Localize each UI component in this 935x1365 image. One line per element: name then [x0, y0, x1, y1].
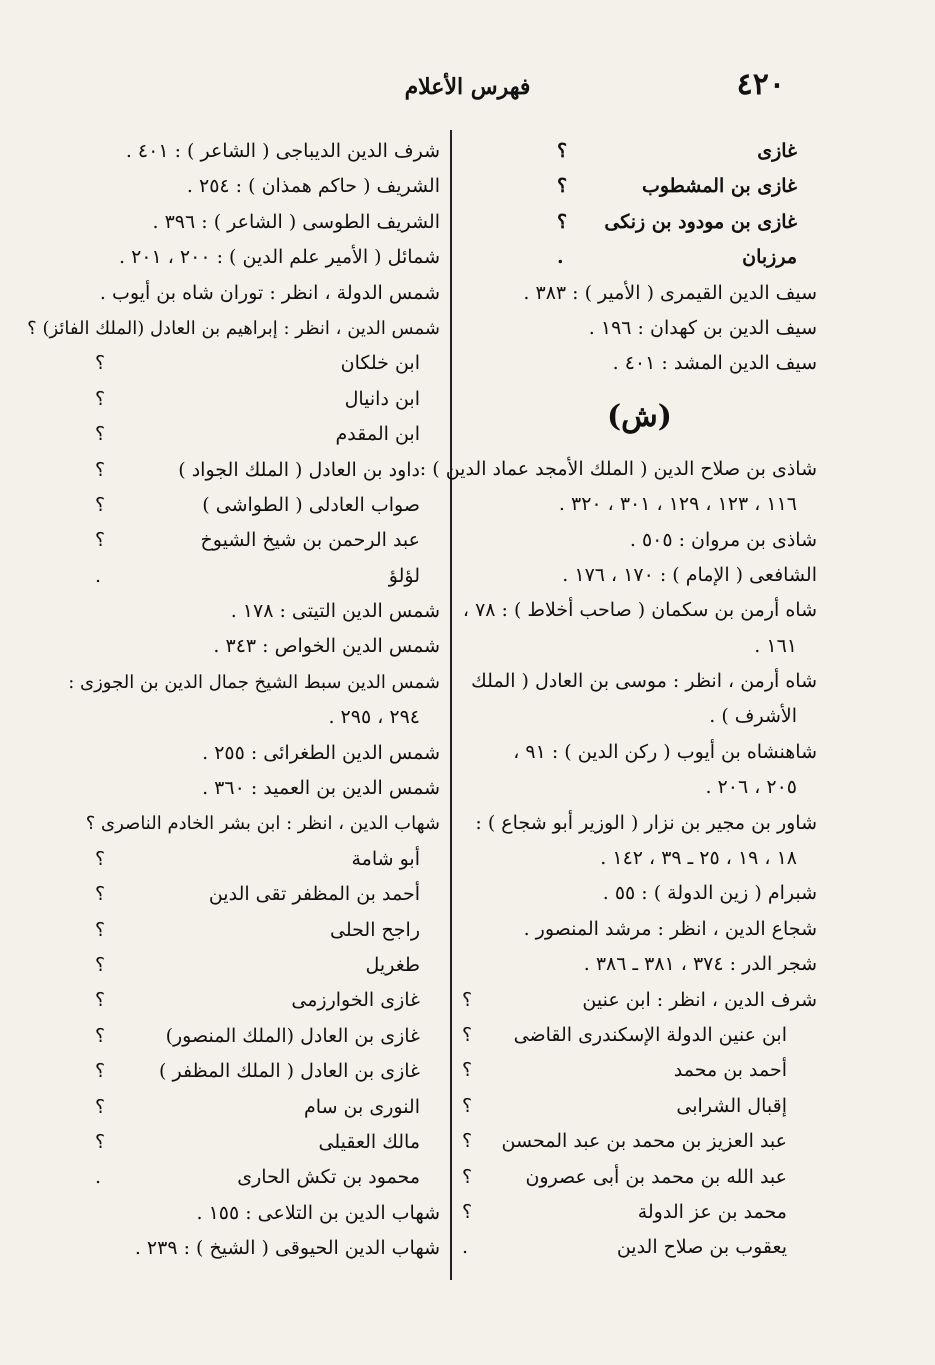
entry-name: غازى بن العادل (الملك المنصور) [165, 1024, 420, 1047]
entry-name: مالك العقيلى [318, 1130, 420, 1153]
index-sub-entry [95, 382, 440, 417]
entry-mark: ؟ [95, 352, 106, 375]
entry-name: طغريل [365, 953, 420, 976]
index-entry: سيف الدين القيمرى ( الأمير ) : ٣٨٣ . [523, 281, 817, 304]
entry-name: ابن عنين الدولة الإسكندرى القاضى [513, 1023, 787, 1046]
entry-mark: ؟ [462, 1094, 473, 1117]
index-sub-entry [462, 1195, 817, 1230]
left-column [27, 134, 440, 1267]
entry-mark: ؟ [95, 1095, 106, 1118]
index-entry: الشريف ( حاكم همذان ) : ٢٥٤ . [186, 175, 440, 198]
index-entry: سيف الدين المشد : ٤٠١ . [612, 352, 817, 375]
entry-name: ابن دانيال [344, 387, 420, 410]
entry-mark: ؟ [95, 883, 106, 906]
entry-mark: ؟ [95, 1060, 106, 1083]
entry-mark: ؟ [462, 1130, 473, 1153]
entry-mark: ؟ [557, 175, 568, 198]
entry-name: النورى بن سام [304, 1095, 420, 1118]
entry-mark: ؟ [95, 953, 106, 976]
entry-mark: . [557, 246, 564, 269]
index-entry: شمس الدين ، انظر : إبراهيم بن العادل (الملك الفائز) ؟ [27, 317, 440, 339]
index-entry-continuation: الأشرف ) . [709, 705, 797, 728]
index-entry-continuation: ٢٠٥ ، ٢٠٦ . [705, 776, 797, 799]
entry-name: محمد بن عز الدولة [637, 1200, 787, 1223]
entry-mark: ؟ [95, 458, 106, 481]
entry-name: صواب العادلى ( الطواشى ) [202, 493, 420, 516]
entry-name: غازى بن العادل ( الملك المظفر ) [159, 1060, 420, 1083]
entry-name: محمود بن تكش الحارى [237, 1166, 420, 1189]
index-entry: شمائل ( الأمير علم الدين ) : ٢٠٠ ، ٢٠١ . [118, 246, 440, 269]
entry-name: غازى بن مودود بن زنكى [604, 210, 797, 233]
index-sub-entry [95, 453, 440, 488]
index-sub-entry [95, 559, 440, 594]
index-entry: شمس الدين التيتى : ١٧٨ . [230, 600, 440, 623]
entry-name: غازى الخوارزمى [291, 989, 420, 1012]
entry-mark: ؟ [557, 210, 568, 233]
entry-name: مرزبان [742, 246, 797, 269]
entry-mark: ؟ [95, 918, 106, 941]
entry-mark: ؟ [95, 1024, 106, 1047]
entry-mark: ؟ [95, 493, 106, 516]
entry-name: أبو شامة [351, 847, 420, 870]
entry-mark: ؟ [95, 1130, 106, 1153]
index-sub-entry [462, 1124, 817, 1159]
entry-name: راجح الحلى [330, 918, 420, 941]
index-sub-entry [462, 1018, 817, 1053]
index-sub-entry [95, 1090, 440, 1125]
entry-name: يعقوب بن صلاح الدين [616, 1236, 787, 1259]
entry-mark: ؟ [462, 1023, 473, 1046]
entry-mark: ؟ [462, 1059, 473, 1082]
entry-mark: ؟ [95, 989, 106, 1012]
index-entry: الشافعى ( الإمام ) : ١٧٠ ، ١٧٦ . [562, 563, 817, 586]
entry-name: غازى [757, 140, 797, 162]
entry-mark: ؟ [95, 423, 106, 446]
entry-mark: ؟ [462, 1200, 473, 1223]
index-entry [462, 983, 817, 1018]
index-entry: شاور بن مجير بن نزار ( الوزير أبو شجاع ) : [475, 811, 817, 834]
entry-mark: ؟ [95, 387, 106, 410]
index-entry: شمس الدين الطغرائى : ٢٥٥ . [202, 741, 440, 764]
index-entry: شجاع الدين ، انظر : مرشد المنصور . [523, 917, 817, 940]
entry-mark: ؟ [95, 847, 106, 870]
index-entry-continuation: ٢٩٤ ، ٢٩٥ . [328, 706, 420, 729]
index-entry-continuation: ١١٦ ، ١٢٣ ، ١٢٩ ، ٣٠١ ، ٣٢٠ . [558, 493, 797, 516]
index-entry: شهاب الدين بن التلاعى : ١٥٥ . [196, 1201, 440, 1224]
entry-mark: ؟ [462, 1165, 473, 1188]
entry-name: عبد الله بن محمد بن أبى عصرون [525, 1165, 787, 1188]
entry-name: شرف الدين ، انظر : ابن عنين [582, 988, 817, 1011]
index-entry: شرف الدين الديباجى ( الشاعر ) : ٤٠١ . [125, 140, 440, 162]
index-entry: شاهنشاه بن أيوب ( ركن الدين ) : ٩١ ، [513, 740, 817, 763]
entry-name: ابن خلكان [340, 352, 420, 375]
index-sub-entry [462, 1230, 817, 1265]
index-entry [557, 169, 817, 204]
index-entry: شاذى بن صلاح الدين ( الملك الأمجد عماد الدين ) : [419, 457, 817, 480]
page-number: ٤٢٠ [736, 67, 785, 102]
entry-name: ابن المقدم [335, 423, 420, 446]
index-entry: شاه أرمن ، انظر : موسى بن العادل ( الملك [471, 670, 817, 693]
entry-name: إقبال الشرابى [676, 1094, 787, 1117]
entry-mark: . [462, 1236, 469, 1259]
index-entry: سيف الدين بن كهدان : ١٩٦ . [588, 316, 817, 339]
index-entry: شهاب الدين الحيوقى ( الشيخ ) : ٢٣٩ . [134, 1237, 440, 1260]
index-sub-entry [95, 983, 440, 1018]
index-entry: شمس الدين الخواص : ٣٤٣ . [213, 635, 440, 658]
entry-mark: . [95, 1166, 102, 1189]
index-sub-entry [95, 523, 440, 558]
entry-name: أحمد بن محمد [673, 1059, 787, 1082]
entry-name: أحمد بن المظفر تقى الدين [208, 883, 420, 906]
entry-mark: . [95, 564, 102, 587]
entry-mark: ؟ [462, 988, 473, 1011]
entry-mark: ؟ [557, 140, 568, 162]
section-letter: (ش) [606, 398, 672, 434]
entry-name: عبد الرحمن بن شيخ الشيوخ [200, 529, 420, 552]
index-entry [557, 240, 817, 275]
index-entry: شمس الدين بن العميد : ٣٦٠ . [202, 777, 440, 800]
index-sub-entry [95, 488, 440, 523]
entry-mark: ؟ [95, 529, 106, 552]
index-sub-entry [95, 948, 440, 983]
index-sub-entry [462, 1089, 817, 1124]
index-sub-entry [95, 842, 440, 877]
index-sub-entry [95, 877, 440, 912]
index-entry: الشريف الطوسى ( الشاعر ) : ٣٩٦ . [152, 210, 440, 233]
index-entry-continuation: ١٦١ . [754, 634, 797, 657]
index-sub-entry [95, 346, 440, 381]
index-entry: شمس الدين سبط الشيخ جمال الدين بن الجوزى : [68, 671, 440, 693]
index-entry: شاذى بن مروان : ٥٠٥ . [629, 528, 817, 551]
entry-name: داود بن العادل ( الملك الجواد ) [178, 458, 420, 481]
column-divider [450, 130, 452, 1280]
index-sub-entry [95, 1160, 440, 1195]
index-entry: شجر الدر : ٣٧٤ ، ٣٨١ ـ ٣٨٦ . [583, 953, 817, 976]
page-title: فهرس الأعلام [404, 74, 531, 100]
right-column [419, 134, 817, 1266]
entry-name: عبد العزيز بن محمد بن عبد المحسن [501, 1130, 787, 1153]
entry-name: غازى بن المشطوب [641, 175, 797, 198]
index-sub-entry [95, 1125, 440, 1160]
index-entry-continuation: ١٨ ، ١٩ ، ٢٥ ـ ٣٩ ، ١٤٢ . [600, 847, 797, 870]
index-entry: شهاب الدين ، انظر : ابن بشر الخادم الناصرى ؟ [85, 813, 440, 835]
index-sub-entry [95, 417, 440, 452]
entry-name: لؤلؤ [388, 564, 420, 587]
index-sub-entry [462, 1160, 817, 1195]
index-sub-entry [95, 913, 440, 948]
index-sub-entry [95, 1054, 440, 1089]
index-entry [557, 205, 817, 240]
index-sub-entry [462, 1053, 817, 1088]
index-entry: شبرام ( زين الدولة ) : ٥٥ . [602, 882, 817, 905]
index-entry [557, 134, 817, 169]
index-entry: شمس الدولة ، انظر : توران شاه بن أيوب . [99, 281, 440, 304]
index-sub-entry [95, 1019, 440, 1054]
index-entry: شاه أرمن بن سكمان ( صاحب أخلاط ) : ٧٨ ، [462, 599, 817, 622]
